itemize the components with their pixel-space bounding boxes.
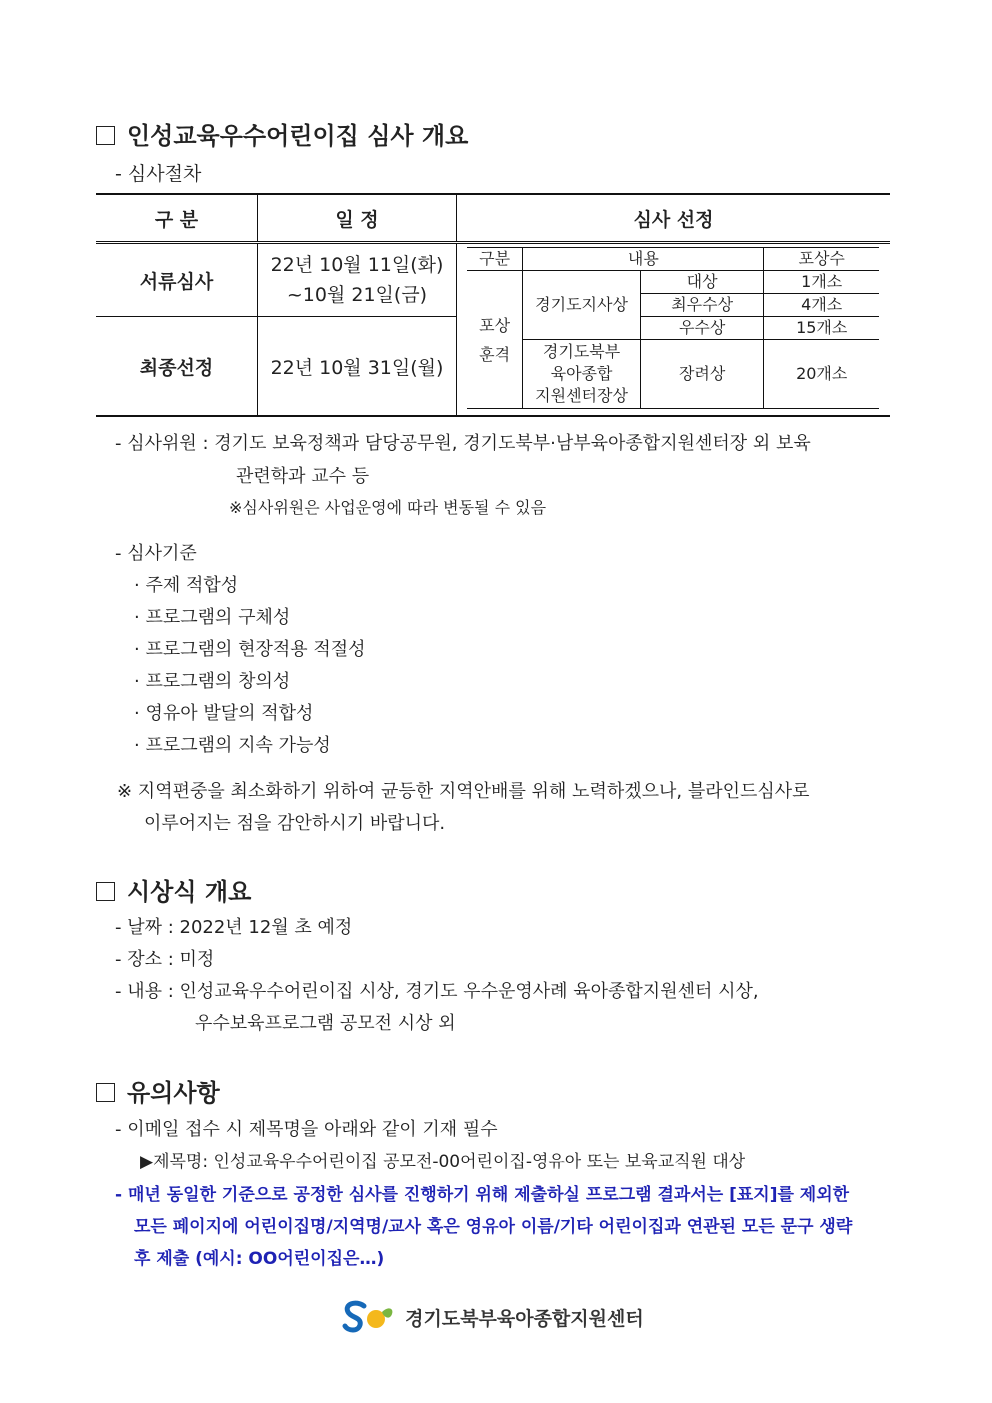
award-header-category: 구분: [467, 248, 523, 271]
org-logo-icon: [342, 1298, 398, 1336]
criteria-label: - 심사기준: [115, 543, 197, 564]
award-rank: 장려상: [640, 340, 764, 409]
section-title-screening: [96, 116, 468, 151]
award-category: [467, 271, 523, 409]
schedule-final-selection: 22년 10월 31일(월): [258, 317, 457, 417]
award-category-line: 포상: [479, 315, 511, 335]
award-count: 15개소: [764, 317, 879, 340]
award-table: [467, 247, 879, 409]
warning-line3: 후 제출 (예시: OO어린이집은…): [134, 1249, 385, 1269]
gyeonggi-award-name: 경기도지사상: [523, 271, 641, 340]
ceremony-content-line2: 우수보육프로그램 공모전 시상 외: [195, 1013, 456, 1034]
criteria-item: · 프로그램의 창의성: [134, 671, 291, 692]
ceremony-content-line1: - 내용 : 인성교육우수어린이집 시상, 경기도 우수운영사례 육아종합지원센터 시상,: [115, 981, 759, 1002]
stage-document-review: 서류심사: [96, 243, 258, 317]
schedule-document-review: [258, 243, 457, 317]
ceremony-date: - 날짜 : 2022년 12월 초 예정: [115, 917, 353, 938]
award-count: 1개소: [764, 271, 879, 294]
section-title-notes: [96, 1073, 220, 1108]
notice-line2: 이루어지는 점을 감안하시기 바랍니다.: [144, 813, 446, 834]
award-rank: 우수상: [640, 317, 764, 340]
date-line: 22년 10월 11일(화): [270, 254, 444, 276]
checkbox-square-icon: [96, 126, 115, 145]
center-award-name: [523, 340, 641, 409]
subject-example: ▶제목명: 인성교육우수어린이집 공모전-00어린이집-영유아 또는 보육교직원 대상: [140, 1152, 746, 1172]
section-title-text: 유의사항: [127, 1079, 220, 1107]
checkbox-square-icon: [96, 882, 115, 901]
date-line: ~10월 21일(금): [286, 284, 428, 306]
header-selection: 심사 선정: [457, 194, 891, 243]
criteria-item: · 영유아 발달의 적합성: [134, 703, 314, 724]
award-count: 4개소: [764, 294, 879, 317]
award-rank: 최우수상: [640, 294, 764, 317]
warning-line1: - 매년 동일한 기준으로 공정한 심사를 진행하기 위해 제출하실 프로그램 결과서는 [표지]를 제외한: [115, 1185, 850, 1205]
award-header-content: 내용: [523, 248, 764, 271]
center-award-line: 육아종합: [550, 364, 613, 383]
judges-line1: - 심사위원 : 경기도 보육정책과 담당공무원, 경기도북부·남부육아종합지원센터장 외 보육: [115, 433, 811, 454]
award-category-line: 훈격: [479, 344, 511, 364]
header-schedule: 일 정: [258, 194, 457, 243]
procedure-label: - 심사절차: [115, 163, 202, 185]
section-title-ceremony: [96, 872, 251, 907]
org-name: 경기도북부육아종합지원센터: [405, 1307, 644, 1330]
award-rank: 대상: [640, 271, 764, 294]
header-category: 구 분: [96, 194, 258, 243]
footer-logo: [342, 1298, 644, 1338]
checkbox-square-icon: [96, 1083, 115, 1102]
ceremony-place: - 장소 : 미정: [115, 949, 215, 970]
award-count: 20개소: [764, 340, 879, 409]
center-award-line: 경기도북부: [542, 342, 621, 361]
section-title-text: 인성교육우수어린이집 심사 개요: [127, 122, 469, 150]
criteria-item: · 주제 적합성: [134, 575, 239, 596]
warning-line2: 모든 페이지에 어린이집명/지역명/교사 혹은 영유아 이름/기타 어린이집과 연관된 모든 문구 생략: [134, 1217, 853, 1237]
stage-final-selection: 최종선정: [96, 317, 258, 417]
criteria-item: · 프로그램의 구체성: [134, 607, 291, 628]
judges-note: ※심사위원은 사업운영에 따라 변동될 수 있음: [229, 498, 547, 517]
criteria-item: · 프로그램의 지속 가능성: [134, 735, 331, 756]
section-title-text: 시상식 개요: [127, 878, 252, 906]
criteria-item: · 프로그램의 현장적용 적절성: [134, 639, 366, 660]
center-award-line: 지원센터장상: [535, 386, 628, 405]
award-header-count: 포상수: [764, 248, 879, 271]
judges-line2: 관련학과 교수 등: [236, 466, 370, 487]
email-rule: - 이메일 접수 시 제목명을 아래와 같이 기재 필수: [115, 1119, 498, 1140]
notice-line1: ※ 지역편중을 최소화하기 위하여 균등한 지역안배를 위해 노력하겠으나, 블라인드심사로: [117, 781, 810, 802]
